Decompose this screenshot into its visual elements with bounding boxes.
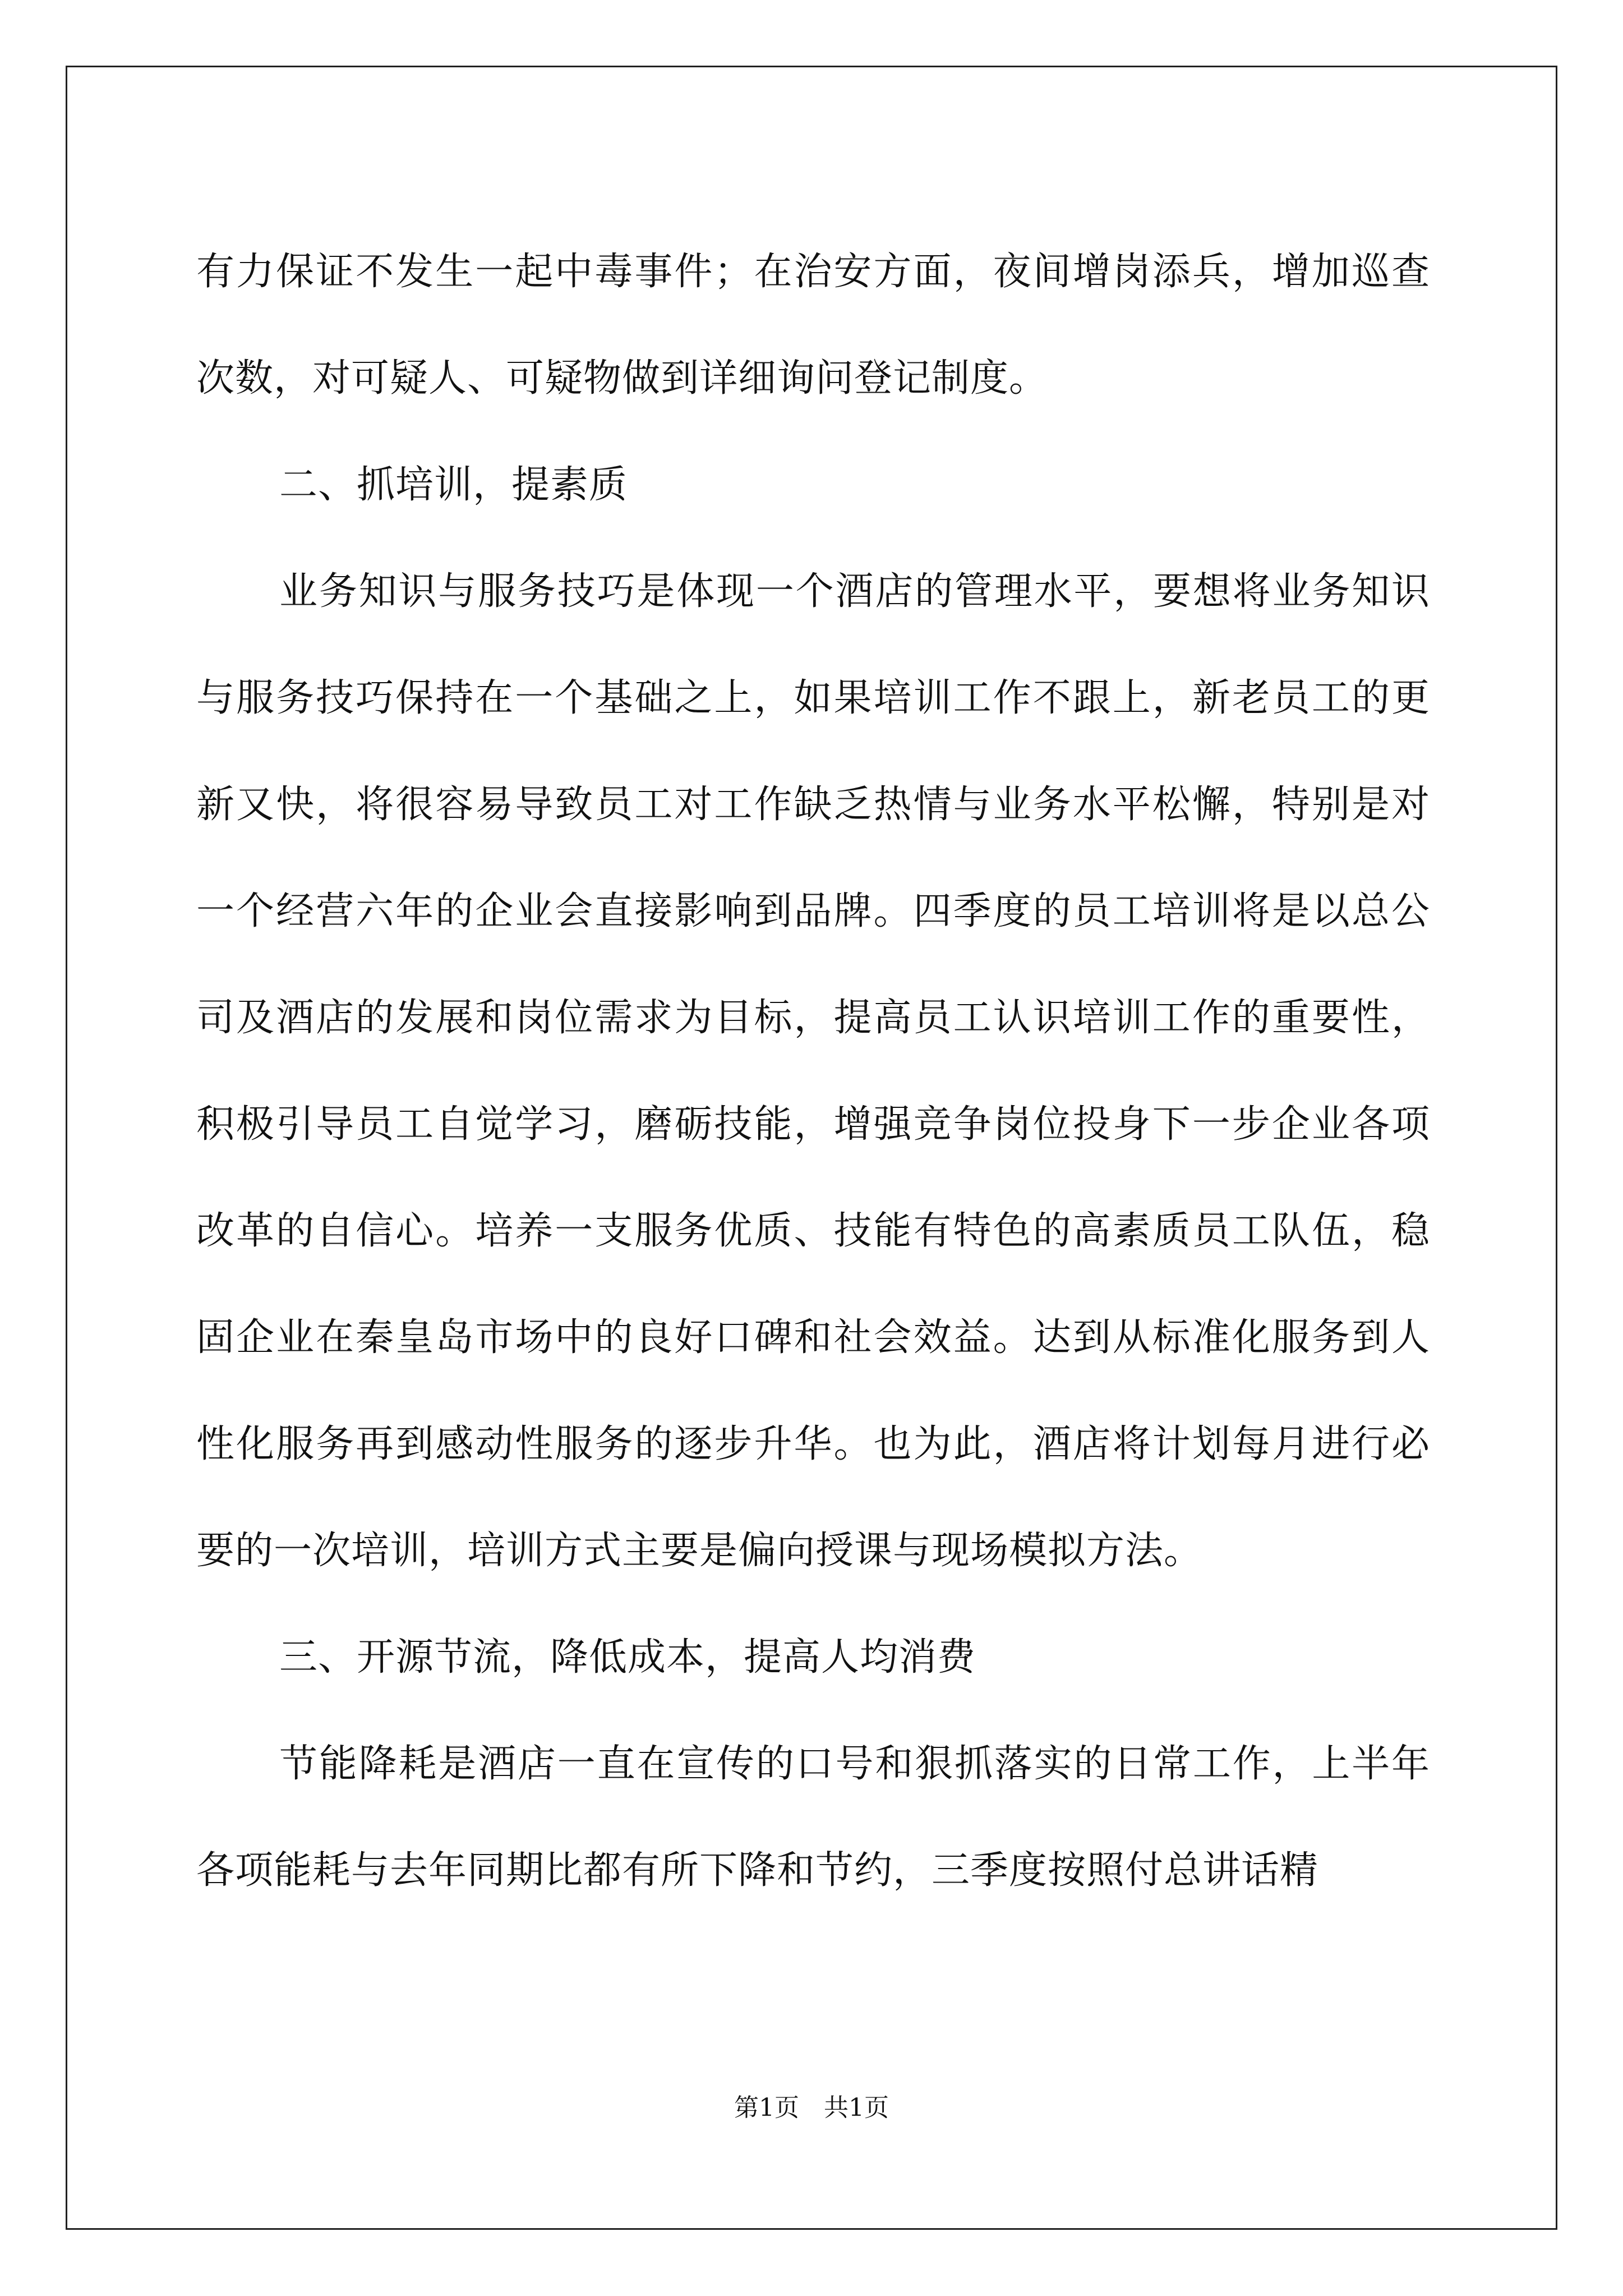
paragraph-training: 业务知识与服务技巧是体现一个酒店的管理水平，要想将业务知识与服务技巧保持在一个基础之上，如果培训工作不跟上，新老员工的更新又快，将很容易导致员工对工作缺乏热情与业务水平松懈，特别是对一个经营六年的企业会直接影响到品牌。四季度的员工培训将是以总公司及酒店的发展和岗位需求为目标，提高员工认识培训工作的重要性，积极引导员工自觉学习，磨砺技能，增强竞争岗位投身下一步企业各项改革的自信心。培养一支服务优质、技能有特色的高素质员工队伍，稳固企业在秦皇岛市场中的良好口碑和社会效益。达到从标准化服务到人性化服务再到感动性服务的逐步升华。也为此，酒店将计划每月进行必要的一次培训，培训方式主要是偏向授课与现场模拟方法。 bbox=[196, 569, 1430, 1573]
section-heading-cost-reduction: 三、开源节流，降低成本，提高人均消费 bbox=[279, 1635, 976, 1680]
document-body bbox=[196, 219, 1430, 1924]
paragraph-energy-saving: 节能降耗是酒店一直在宣传的口号和狠抓落实的日常工作，上半年各项能耗与去年同期比都有所下降和节约，三季度按照付总讲话精 bbox=[196, 1742, 1430, 1893]
section-heading-training: 二、抓培训，提素质 bbox=[279, 463, 628, 507]
page-number-footer: 第1页 共1页 bbox=[734, 2093, 889, 2122]
paragraph-security-continued: 有力保证不发生一起中毒事件；在治安方面，夜间增岗添兵，增加巡查次数，对可疑人、可疑物做到详细询问登记制度。 bbox=[196, 250, 1430, 401]
